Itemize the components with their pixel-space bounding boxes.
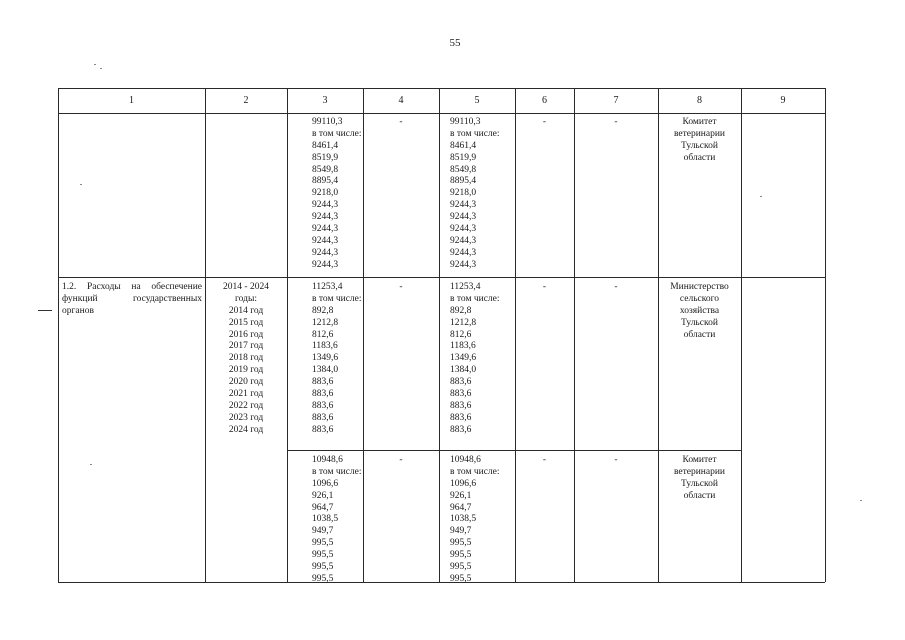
amount-cell: 1183,6 <box>312 341 338 352</box>
amount-cell: 995,5 <box>450 550 472 561</box>
amount-cell: 883,6 <box>450 412 472 423</box>
amount-cell: 9244,3 <box>312 212 339 223</box>
year-cell: 2022 год <box>228 400 264 411</box>
amount-cell: 9244,3 <box>450 259 477 270</box>
executor-line: Тульской <box>681 140 718 151</box>
amount-cell: 8461,4 <box>450 140 477 151</box>
amount-cell: 8519,9 <box>312 152 339 163</box>
amount-cell: 995,5 <box>312 562 334 573</box>
amount-cell: 8519,9 <box>450 152 477 163</box>
scan-speck <box>760 196 762 197</box>
col-rule <box>515 88 516 582</box>
amount-cell: 9244,3 <box>312 235 339 246</box>
amount-cell: 9244,3 <box>450 200 477 211</box>
row2-col3-amounts <box>312 455 362 586</box>
amount-cell: 8549,8 <box>450 164 477 175</box>
amount-cell: 9244,3 <box>450 212 477 223</box>
amount-cell: 995,5 <box>312 538 334 549</box>
executor-line: области <box>683 152 716 163</box>
year-cell: 2023 год <box>228 412 264 423</box>
amount-cell: 949,7 <box>312 526 334 537</box>
amount-cell: в том числе: <box>312 466 362 477</box>
amount-cell: 995,5 <box>312 573 334 584</box>
amount-cell: 8549,8 <box>312 164 339 175</box>
amount-cell: 8461,4 <box>312 140 339 151</box>
row2-col8-executor <box>658 455 741 503</box>
amount-cell: 8895,4 <box>312 176 339 187</box>
year-cell: 2017 год <box>228 341 264 352</box>
amount-cell: 9244,3 <box>450 235 477 246</box>
amount-cell: 892,8 <box>312 305 334 316</box>
row1-col3-amounts <box>312 282 362 437</box>
amount-cell: 883,6 <box>450 424 472 435</box>
column-header-5: 5 <box>474 95 480 106</box>
amount-cell: 1212,8 <box>312 317 339 328</box>
description-line: органов <box>62 305 94 316</box>
amount-cell: 1384,0 <box>312 365 339 376</box>
amount-cell: 9244,3 <box>312 224 339 235</box>
amount-cell: 9218,0 <box>450 188 477 199</box>
amount-cell: 99110,3 <box>450 117 481 127</box>
row0-col6-dash: - <box>542 117 547 127</box>
page-number: 55 <box>449 37 461 49</box>
amount-cell: 1212,8 <box>450 317 477 328</box>
amount-cell: 1038,5 <box>312 514 339 525</box>
col-rule <box>574 88 575 582</box>
year-cell: 2014 - 2024 <box>223 282 269 292</box>
budget-table <box>58 88 825 582</box>
executor-line: Комитет <box>682 455 717 465</box>
col-rule <box>439 88 440 582</box>
amount-cell: 9244,3 <box>312 259 339 270</box>
column-header-1: 1 <box>129 95 134 106</box>
executor-line: области <box>683 490 716 501</box>
year-cell: 2018 год <box>228 353 264 364</box>
year-cell: 2019 год <box>228 365 264 376</box>
row2-col6-dash: - <box>542 455 547 465</box>
column-header-2: 2 <box>243 95 249 106</box>
scan-speck <box>94 64 96 65</box>
scan-speck <box>860 500 862 501</box>
amount-cell: 964,7 <box>450 502 472 513</box>
amount-cell: 1384,0 <box>450 365 477 376</box>
amount-cell: 883,6 <box>312 377 334 388</box>
amount-cell: в том числе: <box>312 128 362 139</box>
col-rule <box>363 88 364 582</box>
amount-cell: 99110,3 <box>312 117 343 127</box>
amount-cell: 995,5 <box>450 573 472 584</box>
amount-cell: 9244,3 <box>450 224 477 235</box>
amount-cell: в том числе: <box>312 293 362 304</box>
row2-col4-dash: - <box>399 455 403 465</box>
amount-cell: 1096,6 <box>450 478 477 489</box>
amount-cell: 812,6 <box>312 329 334 340</box>
executor-line: ветеринарии <box>673 466 726 477</box>
amount-cell: 949,7 <box>450 526 472 537</box>
row0-col8-executor <box>658 117 741 165</box>
year-cell: 2024 год <box>228 424 264 435</box>
row0-col4-dash: - <box>399 117 403 127</box>
amount-cell: 9244,3 <box>312 200 339 211</box>
amount-cell: 10948,6 <box>450 455 481 465</box>
executor-line: ветеринарии <box>673 128 726 139</box>
executor-line: сельского <box>679 293 720 304</box>
row1-col5-amounts <box>450 282 500 437</box>
amount-cell: 883,6 <box>312 424 334 435</box>
amount-cell: 883,6 <box>312 400 334 411</box>
row-divider <box>58 277 825 278</box>
scan-speck <box>100 68 102 69</box>
executor-line: Тульской <box>681 478 718 489</box>
row0-col5-amounts <box>450 117 500 272</box>
row0-col7-dash: - <box>614 117 618 127</box>
amount-cell: 11253,4 <box>312 282 343 292</box>
amount-cell: 8895,4 <box>450 176 477 187</box>
row1-col2-years <box>205 282 287 437</box>
amount-cell: 995,5 <box>450 562 472 573</box>
amount-cell: 1183,6 <box>450 341 476 352</box>
year-cell: годы: <box>235 293 257 304</box>
scan-speck <box>90 464 92 465</box>
col-rule <box>741 88 742 582</box>
amount-cell: 1038,5 <box>450 514 477 525</box>
col-rule <box>287 88 288 582</box>
subrow-divider <box>287 450 741 451</box>
amount-cell: 892,8 <box>450 305 472 316</box>
amount-cell: 11253,4 <box>450 282 481 292</box>
column-header-6: 6 <box>542 95 547 106</box>
column-header-8: 8 <box>697 95 702 106</box>
amount-cell: 995,5 <box>450 538 472 549</box>
row1-col4-dash: - <box>399 282 403 292</box>
amount-cell: 964,7 <box>312 502 334 513</box>
executor-line: Министерство <box>670 282 729 292</box>
year-cell: 2020 год <box>228 377 264 388</box>
row1-col6-dash: - <box>542 282 547 292</box>
amount-cell: 883,6 <box>312 412 334 423</box>
row2-col7-dash: - <box>614 455 618 465</box>
amount-cell: в том числе: <box>450 293 500 304</box>
column-header-4: 4 <box>398 95 404 106</box>
amount-cell: 883,6 <box>312 389 334 400</box>
amount-cell: 926,1 <box>450 490 472 501</box>
amount-cell: 9244,3 <box>312 247 339 258</box>
amount-cell: в том числе: <box>450 128 500 139</box>
amount-cell: 883,6 <box>450 400 472 411</box>
column-header-3: 3 <box>322 95 328 106</box>
amount-cell: 995,5 <box>312 550 334 561</box>
row1-col7-dash: - <box>614 282 618 292</box>
year-cell: 2016 год <box>228 329 264 340</box>
executor-line: области <box>683 329 716 340</box>
amount-cell: 883,6 <box>450 389 472 400</box>
scan-mark <box>38 310 52 311</box>
year-cell: 2015 год <box>228 317 264 328</box>
amount-cell: 1349,6 <box>312 353 339 364</box>
amount-cell: 1096,6 <box>312 478 339 489</box>
row1-col8-executor <box>658 282 741 341</box>
amount-cell: 1349,6 <box>450 353 477 364</box>
executor-line: хозяйства <box>679 305 720 316</box>
description-line: 1.2. Расходы на обеспечение <box>62 282 202 292</box>
amount-cell: 9218,0 <box>312 188 339 199</box>
row1-col1-description <box>62 282 202 318</box>
amount-cell: 812,6 <box>450 329 472 340</box>
year-cell: 2021 год <box>228 389 264 400</box>
amount-cell: 9244,3 <box>450 247 477 258</box>
scan-speck <box>80 184 82 185</box>
amount-cell: 883,6 <box>450 377 472 388</box>
executor-line: Тульской <box>681 317 718 328</box>
amount-cell: 926,1 <box>312 490 334 501</box>
column-header-9: 9 <box>780 95 786 106</box>
table-border-bottom <box>58 582 825 583</box>
year-cell: 2014 год <box>228 305 264 316</box>
amount-cell: в том числе: <box>450 466 500 477</box>
description-line: функций государственных <box>62 293 202 304</box>
column-header-7: 7 <box>613 95 619 106</box>
row2-col5-amounts <box>450 455 500 586</box>
col-rule <box>825 88 826 582</box>
header-bottom-rule <box>58 113 825 114</box>
col-rule <box>58 88 59 582</box>
row0-col3-amounts <box>312 117 362 272</box>
executor-line: Комитет <box>682 117 717 127</box>
amount-cell: 10948,6 <box>312 455 343 465</box>
